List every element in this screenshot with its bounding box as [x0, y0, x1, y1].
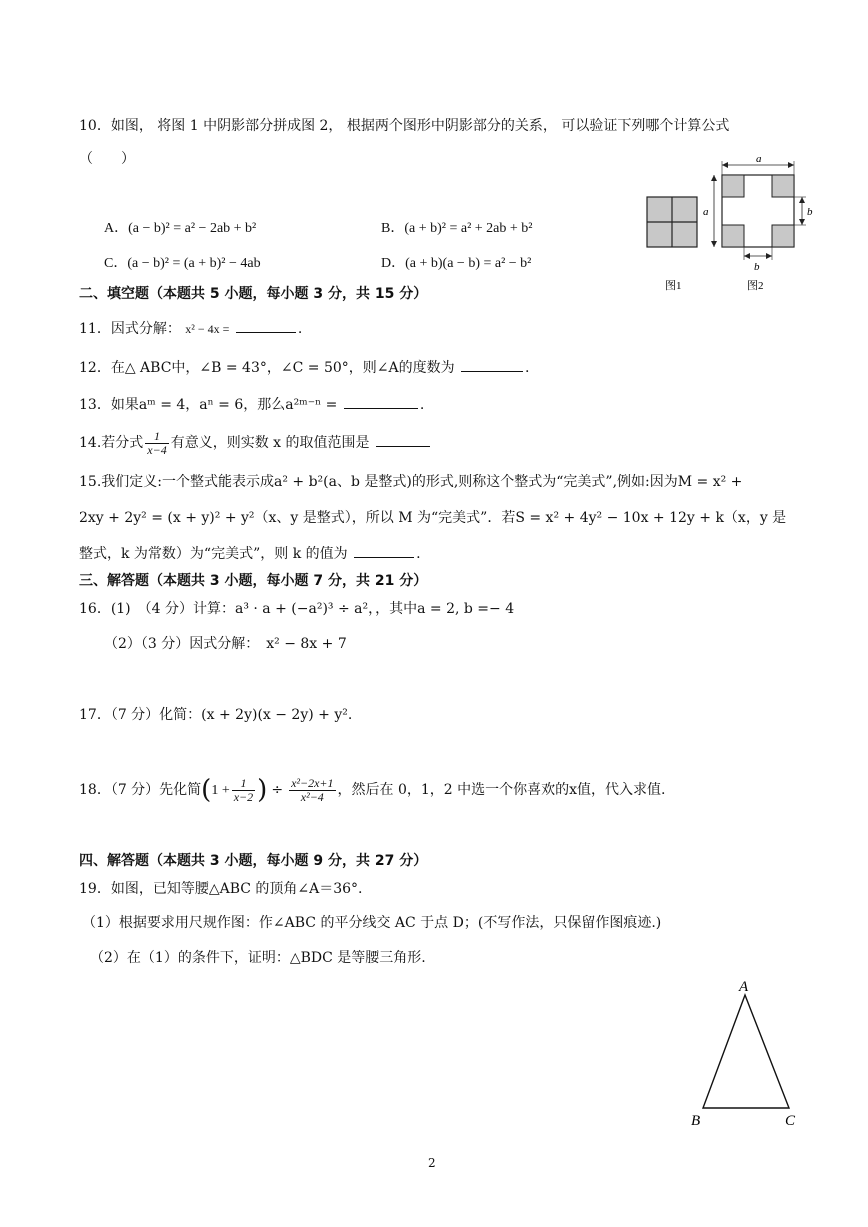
q18-fraction-2 [289, 777, 335, 804]
q18-one: 1 + [211, 783, 230, 798]
q18-post: ，然后在 0，1，2 中选一个你喜欢的x值，代入求值. [337, 782, 666, 798]
q14-answer-blank[interactable] [376, 432, 430, 447]
q10-option-a: A．(a − b)² = a² − 2ab + b² [104, 221, 257, 236]
figure-2 [711, 161, 806, 260]
q10-answer-paren: （ ） [79, 151, 135, 167]
q10-option-d: D．(a + b)(a − b) = a² − b² [381, 256, 532, 271]
q18-f2-den: x²−4 [300, 789, 324, 804]
q18-open-paren: ( [201, 775, 212, 805]
fig2-dim-a-top: a [756, 153, 762, 165]
q18-close-paren: ) [257, 775, 268, 805]
q15-answer-blank[interactable] [354, 543, 414, 558]
q19-stem: 19．如图，已知等腰△ABC 的顶角∠A＝36°. [79, 881, 363, 897]
q19-triangle-figure [685, 975, 810, 1135]
q18-pre: 18．（7 分）先化简 [79, 782, 202, 798]
q18-f2-num: x²−2x+1 [291, 775, 334, 790]
section-4-title: 四、解答题（本题共 3 小题，每小题 9 分，共 27 分） [79, 853, 428, 869]
q15-line-3 [79, 543, 421, 564]
q18-f1-den: x−2 [233, 789, 254, 804]
q18-fraction-1 [232, 777, 255, 804]
q15-end: . [416, 546, 421, 562]
q10-option-b: B．(a + b)² = a² + 2ab + b² [381, 221, 533, 236]
q14 [79, 426, 432, 460]
page-number: 2 [428, 1156, 436, 1170]
fig2-dim-b-right: b [807, 206, 813, 218]
q13-answer-blank[interactable] [344, 394, 418, 409]
vertex-c-label: C [785, 1113, 796, 1129]
q14-frac-den: x−4 [147, 442, 167, 457]
q14-pre: 14.若分式 [79, 435, 144, 451]
fig2-dim-b-bottom: b [754, 261, 760, 273]
q10-figures [640, 150, 820, 300]
q15-line-1: 15.我们定义:一个整式能表示成a² + b²(a、b 是整式)的形式,则称这个整式为“完美式”,例如:因为M = x² + [79, 474, 743, 490]
q12-end: . [525, 360, 530, 376]
q16-part-1: 16．(1) （4 分）计算：a³ · a + (−a²)³ ÷ a²，，其中a = 2, b =− 4 [79, 601, 515, 617]
triangle-abc [703, 995, 789, 1108]
q11 [79, 318, 302, 339]
q15-line-2: 2xy + 2y² = (x + y)² + y²（x、y 是整式），所以 M 为“完美式”．若S = x² + 4y² − 10x + 12y + k（x，y 是 [79, 510, 787, 526]
q14-frac-num: 1 [145, 430, 168, 444]
q10-option-c: C．(a − b)² = (a + b)² − 4ab [104, 256, 261, 271]
q18 [79, 770, 665, 810]
vertex-b-label: B [691, 1113, 701, 1129]
q15-line-3-text: 整式，k 为常数）为“完美式”，则 k 的值为 [79, 546, 348, 562]
q12-text: 12．在△ ABC中，∠B = 43°，∠C = 50°，则∠A的度数为 [79, 360, 455, 376]
q12-answer-blank[interactable] [461, 357, 523, 372]
q12 [79, 357, 530, 378]
q10-stem: 10．如图， 将图 1 中阴影部分拼成图 2， 根据两个图形中阴影部分的关系， 可以验证下列哪个计算公式 [79, 118, 730, 134]
q19-part-2: （2）在（1）的条件下，证明：△BDC 是等腰三角形. [90, 950, 426, 966]
q17: 17．（7 分）化简：(x + 2y)(x − 2y) + y². [79, 707, 353, 723]
section-2-title: 二、填空题（本题共 5 小题，每小题 3 分，共 15 分） [79, 286, 428, 302]
section-3-title: 三、解答题（本题共 3 小题，每小题 7 分，共 21 分） [79, 573, 428, 589]
q13-text: 13．如果aᵐ = 4，aⁿ = 6，那么a²ᵐ⁻ⁿ = [79, 397, 338, 413]
q11-end: . [297, 321, 303, 337]
q11-text: 11．因式分解： [79, 321, 181, 337]
q14-post: 有意义，则实数 x 的取值范围是 [170, 435, 370, 451]
vertex-a-label: A [739, 979, 749, 995]
figure-1-label: 图1 [665, 280, 682, 292]
q13 [79, 394, 424, 415]
fig2-dim-a-left: a [703, 206, 709, 218]
q14-fraction [145, 430, 168, 457]
q18-divide: ÷ [271, 782, 284, 798]
q13-end: . [419, 397, 425, 413]
q11-expr: x² − 4x = [185, 322, 230, 336]
q16-part-2: （2）（3 分）因式分解： x² − 8x + 7 [104, 636, 347, 652]
figure-1 [647, 197, 697, 247]
figure-2-label: 图2 [747, 280, 764, 292]
q18-f1-num: 1 [232, 777, 255, 791]
q11-answer-blank[interactable] [236, 318, 296, 333]
q19-part-1: （1）根据要求用尺规作图：作∠ABC 的平分线交 AC 于点 D；(不写作法，只保留作图痕迹.) [82, 915, 662, 931]
